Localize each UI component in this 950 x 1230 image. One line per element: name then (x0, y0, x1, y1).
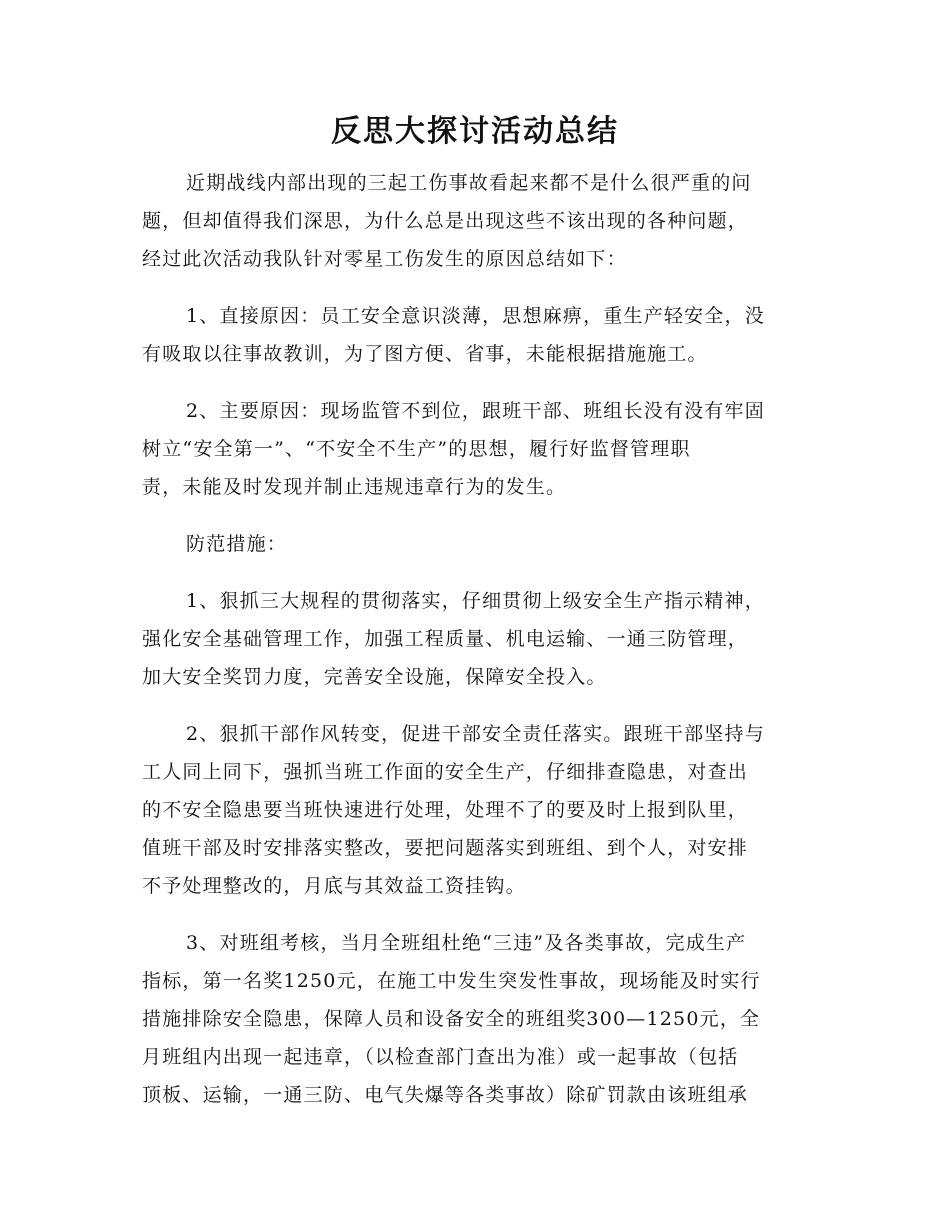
paragraph-direct-cause (142, 297, 806, 373)
paragraph-line: 有吸取以往事故教训，为了图方便、省事，未能根据措施施工。 (142, 343, 708, 365)
paragraph-line: 指标，第一名奖1250元，在施工中发生突发性事故，现场能及时实行 (142, 970, 761, 992)
paragraph-line: 加大安全奖罚力度，完善安全设施，保障安全投入。 (142, 666, 607, 688)
section-heading-measures (142, 525, 806, 563)
paragraph-line: 题，但却值得我们深思，为什么总是出现这些不该出现的各种问题， (142, 210, 749, 232)
paragraph-line: 1、直接原因：员工安全意识淡薄，思想麻痹，重生产轻安全，没 (186, 305, 765, 327)
paragraph-line: 经过此次活动我队针对零星工伤发生的原因总结如下： (142, 248, 627, 270)
paragraph-line: 工人同上同下，强抓当班工作面的安全生产，仔细排查隐患，对查出 (142, 761, 749, 783)
paragraph-line: 近期战线内部出现的三起工伤事故看起来都不是什么很严重的问 (186, 172, 752, 194)
paragraph-line: 3、对班组考核，当月全班组杜绝“三违”及各类事故，完成生产 (186, 932, 747, 954)
paragraph-line: 2、狠抓干部作风转变，促进干部安全责任落实。跟班干部坚持与 (186, 723, 765, 745)
paragraph-main-cause (142, 392, 806, 506)
paragraph-line: 不予处理整改的，月底与其效益工资挂钩。 (142, 875, 526, 897)
paragraph-measure-2 (142, 715, 806, 905)
paragraph-line: 值班干部及时安排落实整改，要把问题落实到班组、到个人，对安排 (142, 837, 749, 859)
document-body (142, 164, 806, 1133)
paragraph-line: 1、狠抓三大规程的贯彻落实，仔细贯彻上级安全生产指示精神， (186, 590, 765, 612)
paragraph-line: 树立“安全第一”、“不安全不生产”的思想，履行好监督管理职 (142, 438, 691, 460)
paragraph-line: 顶板、运输，一通三防、电气失爆等各类事故）除矿罚款由该班组承 (142, 1084, 749, 1106)
paragraph-line: 强化安全基础管理工作，加强工程质量、机电运输、一通三防管理， (142, 628, 749, 650)
paragraph-line: 的不安全隐患要当班快速进行处理，处理不了的要及时上报到队里， (142, 799, 749, 821)
paragraph-line: 防范措施： (186, 533, 288, 555)
paragraph-intro (142, 164, 806, 278)
paragraph-measure-3 (142, 924, 806, 1114)
paragraph-measure-1 (142, 582, 806, 696)
document-title: 反思大探讨活动总结 (331, 114, 619, 149)
paragraph-line: 月班组内出现一起违章，（以检查部门查出为准）或一起事故（包括 (142, 1046, 739, 1068)
paragraph-line: 措施排除安全隐患，保障人员和设备安全的班组奖300—1250元，全 (142, 1008, 761, 1030)
paragraph-line: 责，未能及时发现并制止违规违章行为的发生。 (142, 476, 567, 498)
paragraph-line: 2、主要原因：现场监管不到位，跟班干部、班组长没有没有牢固 (186, 400, 765, 422)
